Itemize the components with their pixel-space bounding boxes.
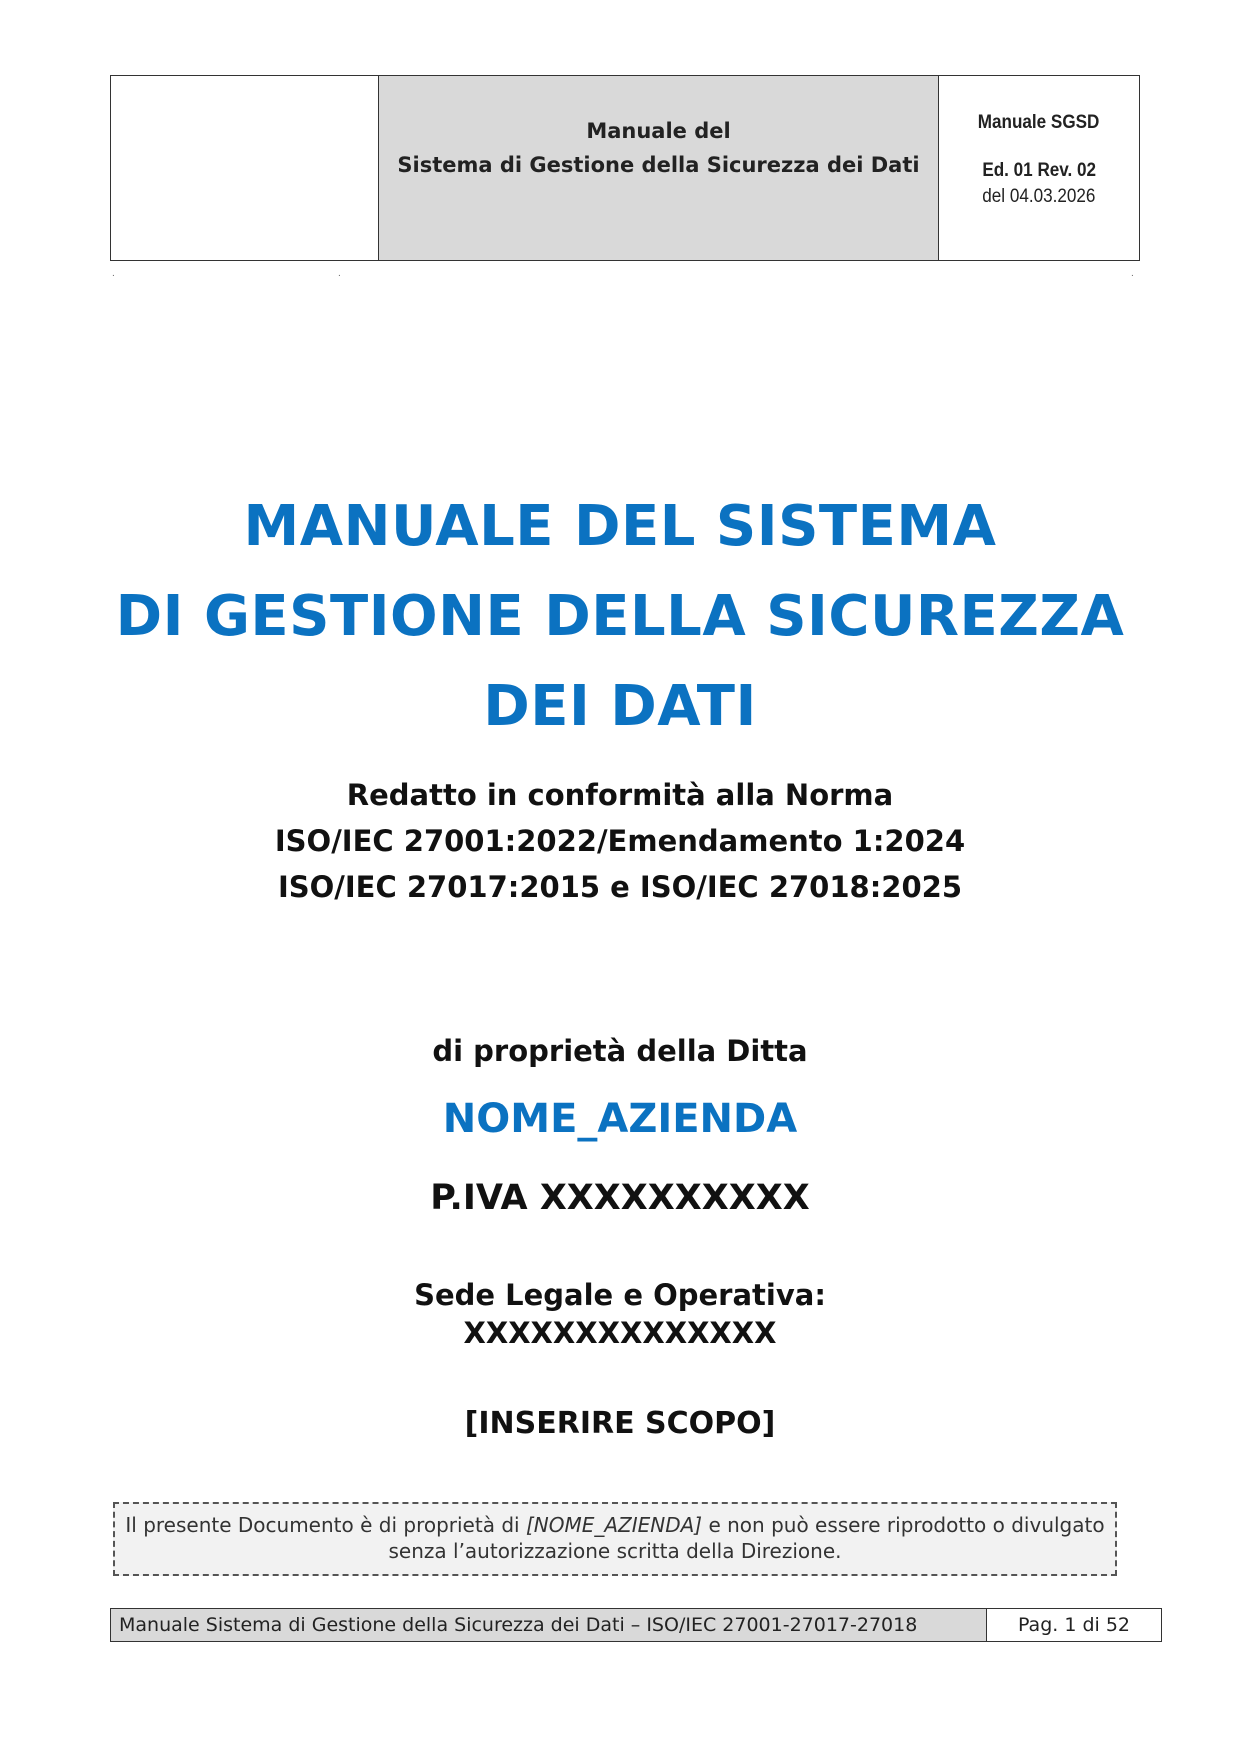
notice-text-before: Il presente Documento è di proprietà di (125, 1513, 526, 1537)
logo-placeholder (111, 76, 379, 260)
notice-text-after: e non può essere riprodotto o divulgato senza l’autorizzazione scritta della Direzione. (388, 1513, 1105, 1563)
office-block (0, 1276, 1240, 1352)
ownership-notice (113, 1502, 1117, 1576)
conformity-line2: ISO/IEC 27001:2022/Emendamento 1:2024 (274, 824, 966, 858)
document-title (0, 482, 1240, 752)
header-title-line1: Manuale del (586, 119, 731, 143)
header-title (379, 76, 939, 260)
divider-dot: . (338, 268, 341, 279)
scope-placeholder: [INSERIRE SCOPO] (464, 1406, 776, 1441)
document-header (110, 75, 1140, 261)
conformity-block (0, 772, 1240, 910)
doc-code: Manuale SGSD (978, 112, 1100, 133)
title-line2: DI GESTIONE DELLA SICUREZZA (115, 584, 1125, 649)
notice-company-ref: [NOME_AZIENDA] (525, 1513, 703, 1537)
conformity-line3: ISO/IEC 27017:2015 e ISO/IEC 27018:2025 (277, 870, 963, 904)
header-doc-info (939, 76, 1139, 260)
footer-title: Manuale Sistema di Gestione della Sicurezza dei Dati – ISO/IEC 27001-27017-27018 (111, 1609, 987, 1641)
revision-date: del 04.03.2026 (982, 186, 1096, 207)
title-line3: DEI DATI (483, 674, 757, 739)
edition: Ed. 01 Rev. 02 (982, 160, 1096, 181)
company-name: NOME_AZIENDA (442, 1096, 798, 1142)
page-number: Pag. 1 di 52 (1017, 1614, 1131, 1636)
property-label: di proprietà della Ditta (432, 1034, 808, 1068)
office-value: XXXXXXXXXXXXXX (463, 1316, 777, 1350)
divider-dot: . (1131, 268, 1134, 279)
header-title-line2: Sistema di Gestione della Sicurezza dei Dati (397, 153, 920, 177)
page-footer (110, 1608, 1162, 1642)
conformity-line1: Redatto in conformità alla Norma (346, 778, 894, 812)
vat-number: P.IVA XXXXXXXXXX (430, 1178, 810, 1218)
title-line1: MANUALE DEL SISTEMA (243, 494, 997, 559)
office-label: Sede Legale e Operativa: (414, 1278, 826, 1312)
divider-dot: . (112, 268, 115, 279)
